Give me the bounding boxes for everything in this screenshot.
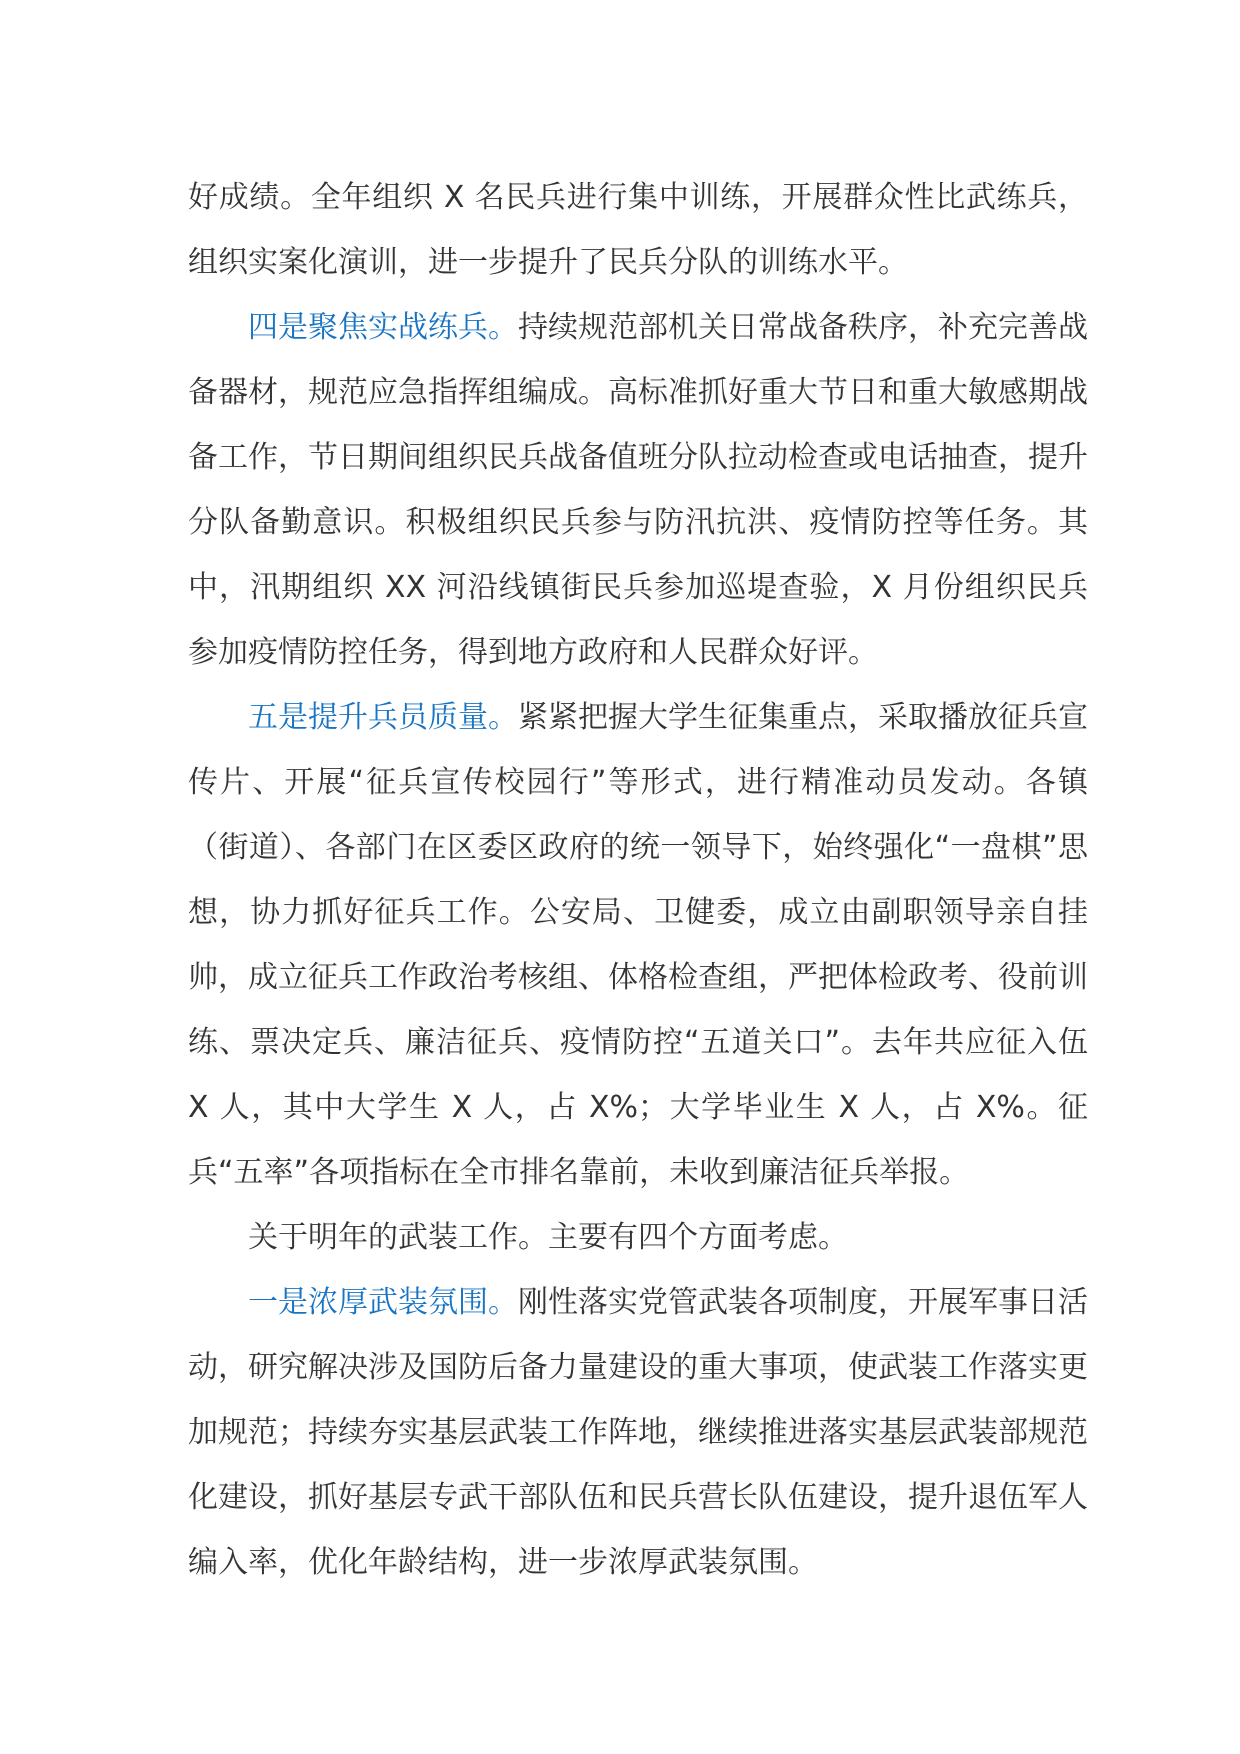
paragraph-recruit-quality: [188, 685, 1088, 1205]
paragraph-armed-atmosphere: [188, 1270, 1088, 1595]
paragraph-heading: 一是浓厚武装氛围。: [248, 1285, 518, 1320]
paragraph-text: 紧紧把握大学生征集重点，采取播放征兵宣传片、开展“征兵宣传校园行”等形式，进行精准动员发动。各镇（街道）、各部门在区委区政府的统一领导下，始终强化“一盘棋”思想，协力抓好征兵工作。公安局、卫健委，成立由副职领导亲自挂帅，成立征兵工作政治考核组、体格检查组，严把体检政考、役前训练、票决定兵、廉洁征兵、疫情防控“五道关口”。去年共应征入伍 X 人，其中大学生 X 人，占 X%；大学毕业生 X 人，占 X%。征兵“五率”各项指标在全市排名靠前，未收到廉洁征兵举报。: [188, 700, 1088, 1190]
paragraph-continued: [188, 165, 1088, 295]
paragraph-next-year-intro: [188, 1205, 1088, 1270]
paragraph-text: 关于明年的武装工作。主要有四个方面考虑。: [248, 1220, 848, 1255]
paragraph-combat-training: [188, 295, 1088, 685]
paragraph-text: 刚性落实党管武装各项制度，开展军事日活动，研究解决涉及国防后备力量建设的重大事项，使武装工作落实更加规范；持续夯实基层武装工作阵地，继续推进落实基层武装部规范化建设，抓好基层专武干部队伍和民兵营长队伍建设，提升退伍军人编入率，优化年龄结构，进一步浓厚武装氛围。: [188, 1285, 1088, 1580]
paragraph-heading: 五是提升兵员质量。: [248, 700, 518, 735]
document-body: [188, 165, 1088, 1595]
paragraph-text: 好成绩。全年组织 X 名民兵进行集中训练，开展群众性比武练兵，组织实案化演训，进一步提升了民兵分队的训练水平。: [188, 180, 1088, 280]
paragraph-text: 持续规范部机关日常战备秩序，补充完善战备器材，规范应急指挥组编成。高标准抓好重大节日和重大敏感期战备工作，节日期间组织民兵战备值班分队拉动检查或电话抽查，提升分队备勤意识。积极组织民兵参与防汛抗洪、疫情防控等任务。其中，汛期组织 XX 河沿线镇街民兵参加巡堤查验，X 月份组织民兵参加疫情防控任务，得到地方政府和人民群众好评。: [188, 310, 1088, 670]
paragraph-heading: 四是聚焦实战练兵。: [248, 310, 518, 345]
